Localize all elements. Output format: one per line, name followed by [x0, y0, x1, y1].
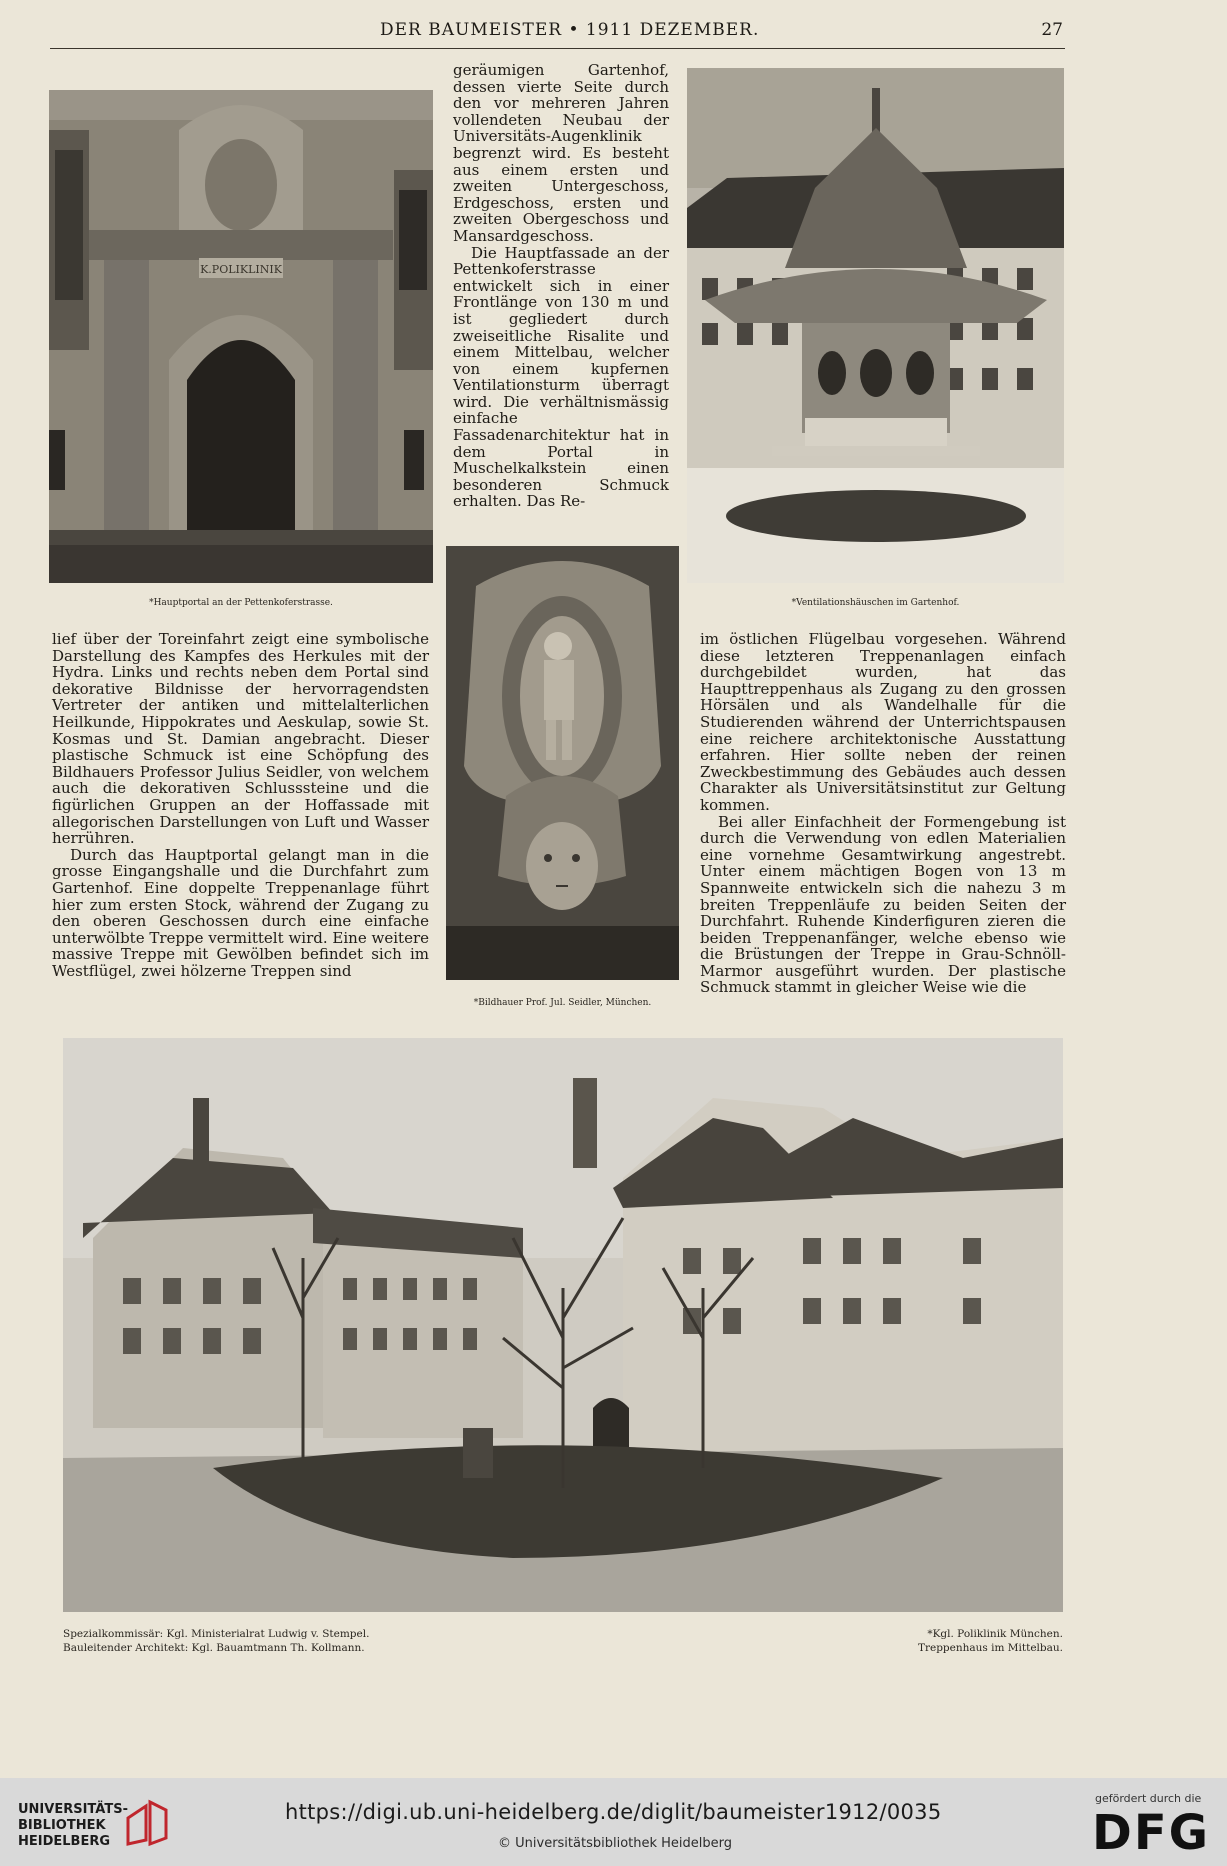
sculpture-caption: *Bildhauer Prof. Jul. Seidler, München. — [473, 998, 652, 1008]
credits-caption — [63, 1627, 563, 1655]
portal-photo — [49, 90, 433, 583]
library-logo-icon — [122, 1798, 172, 1848]
sculpture-photo — [446, 546, 679, 980]
running-header — [50, 18, 1065, 49]
ventilation-photo — [687, 68, 1064, 583]
page-number: 27 — [1041, 20, 1063, 40]
library-name-line: UNIVERSITÄTS- — [18, 1802, 128, 1817]
library-name-line: BIBLIOTHEK — [18, 1818, 106, 1833]
permalink-url[interactable]: https://digi.ub.uni-heidelberg.de/diglit/baumeister1912/0035 — [285, 1800, 942, 1824]
paragraph: Durch das Hauptportal gelangt man in die grosse Eingangshalle und die Durchfahrt zum Gartenhof. Eine doppelte Treppenanlage führt hier zum ersten Stock, während der Zugang zu den oberen Geschossen durch eine einfache unterwölbte Treppe vermittelt wird. Eine weitere massive Treppe mit Gewölben befindet sich im Westflügel, zwei hölzerne Treppen sind — [52, 845, 429, 980]
viewer-footer — [0, 1778, 1227, 1866]
paragraph: lief über der Toreinfahrt zeigt eine symbolische Darstellung des Kampfes des Herkules mit der Hydra. Links und rechts neben dem Portal sind dekorative Bildnisse der hervorragendsten Vertreter der antiken und mittelalterlichen Heilkunde, Hippokrates und Aeskulap, sowie St. Kosmas und St. Damian angebracht. Dieser plastische Schmuck ist eine Schöpfung des Bildhauers Professor Julius Seidler, von welchem auch die dekorativen Schlusssteine und die figürlichen Gruppen an der Hoffassade mit allegorischen Darstellungen von Luft und Wasser herrühren. — [52, 630, 429, 848]
text-column-mid-top — [453, 62, 669, 510]
ventilation-caption: *Ventilationshäuschen im Gartenhof. — [791, 598, 960, 608]
portal-plaque-text: K.POLIKLINIK — [200, 263, 282, 276]
courtyard-photo — [63, 1038, 1063, 1612]
paragraph: Bei aller Einfachheit der Formengebung ist durch die Verwendung von edlen Materialien eine vornehme Gesamtwirkung angestrebt. Unter einem mächtigen Bogen von 13 m Spannweite entwickeln sich die nahezu 3 m breiten Treppenläufe zu beiden Seiten der Durchfahrt. Ruhende Kinderfiguren zieren die beiden Treppenanfänger, welche ebenso wie die Brüstungen der Treppe in Grau-Schnöll-Marmor ausgeführt wurden. Der plastische Schmuck stammt in gleicher Weise wie die — [700, 812, 1066, 997]
library-name — [18, 1802, 128, 1850]
paragraph: geräumigen Gartenhof, dessen vierte Seite durch den vor mehreren Jahren vollendeten Neubau der Universitäts-Augenklinik begrenzt wird. Es besteht aus einem ersten und zweiten Untergeschoss, Erdgeschoss, ersten und zweiten Obergeschoss und Mansardgeschoss. — [453, 61, 669, 245]
courtyard-caption — [780, 1627, 1063, 1655]
library-name-line: HEIDELBERG — [18, 1834, 111, 1849]
dfg-logo: DFG — [1092, 1805, 1211, 1861]
paragraph: im östlichen Flügelbau vorgesehen. Während diese letzteren Treppenanlagen einfach durchgebildet wurden, hat das Haupttreppenhaus als Zugang zu den grossen Hörsälen und als Wandelhalle für die Studierenden während der Unterrichtspausen eine reichere architektonische Ausstattung erfahren. Hier sollte neben der reinen Zweckbestimmung des Gebäudes auch dessen Charakter als Universitätsinstitut zur Geltung kommen. — [700, 630, 1066, 814]
courtyard-caption-line: Treppenhaus im Mittelbau. — [917, 1642, 1063, 1654]
header-title: DER BAUMEISTER • 1911 DEZEMBER. — [380, 20, 760, 40]
credits-line: Spezialkommissär: Kgl. Ministerialrat Ludwig v. Stempel. — [63, 1628, 370, 1640]
copyright-notice: © Universitätsbibliothek Heidelberg — [498, 1836, 733, 1851]
text-column-left — [52, 631, 429, 979]
funding-note: gefördert durch die — [1095, 1792, 1202, 1805]
paragraph: Die Hauptfassade an der Pettenkoferstrasse entwickelt sich in einer Frontlänge von 130 m und ist gegliedert durch zweiseitliche Risalite und einem Mittelbau, welcher von einem kupfernen Ventilationsturm überragt wird. Die verhältnismässig einfache Fassadenarchitektur hat in dem Portal in Muschelkalkstein einen besonderen Schmuck erhalten. Das Re- — [453, 243, 669, 511]
portal-caption: *Hauptportal an der Pettenkoferstrasse. — [149, 598, 333, 608]
courtyard-caption-line: *Kgl. Poliklinik München. — [927, 1628, 1063, 1640]
text-column-right — [700, 631, 1066, 996]
credits-line: Bauleitender Architekt: Kgl. Bauamtmann Th. Kollmann. — [63, 1642, 365, 1654]
